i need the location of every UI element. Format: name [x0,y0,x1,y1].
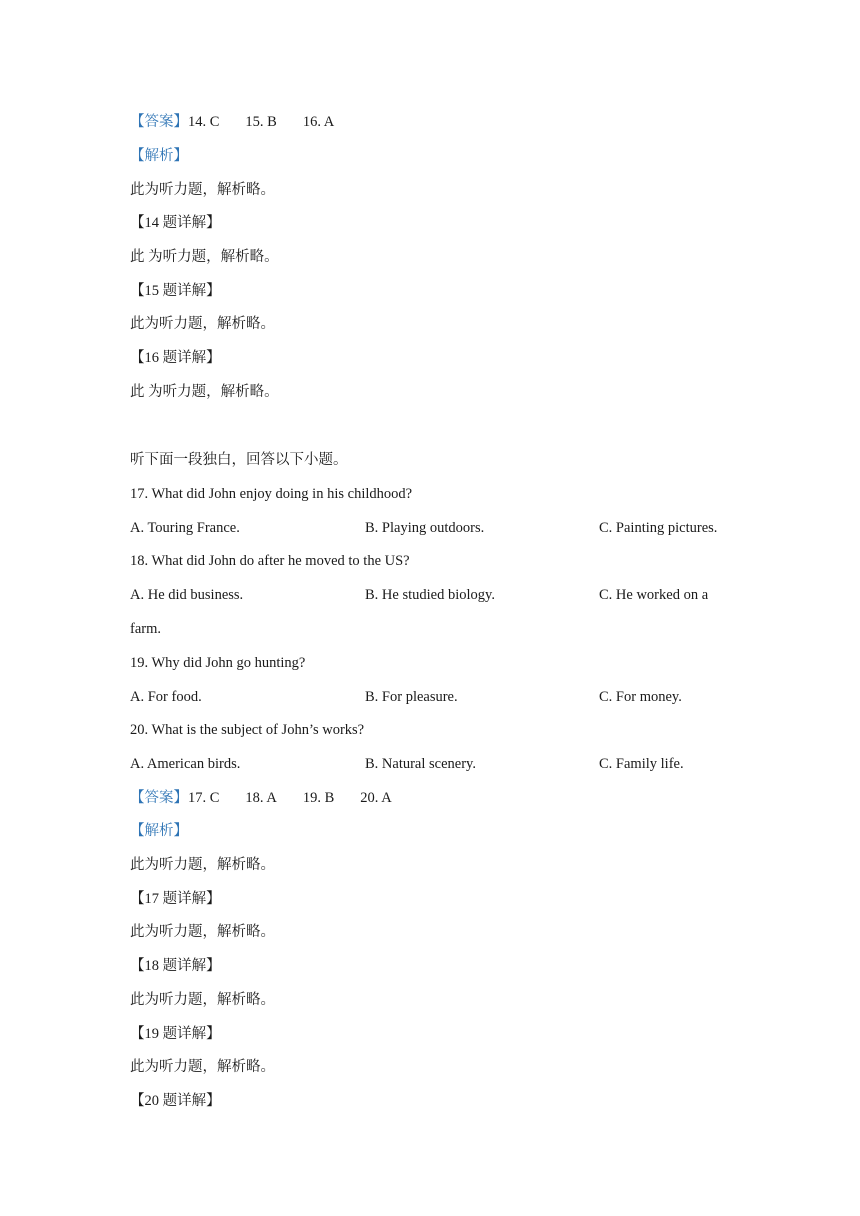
monologue-intro: 听下面一段独白，回答以下小题。 [130,452,348,468]
option-20-b: B. Natural scenery. [365,756,476,772]
question-17: 17. What did John enjoy doing in his childhood? [130,486,413,502]
option-20-c: C. Family life. [599,756,684,772]
answer-15: 15. B [245,114,277,130]
option-18-c: C. He worked on a [599,587,709,603]
answer-14: 14. C [188,114,220,130]
detail-heading-20: 【20 题详解】 [130,1093,221,1109]
option-17-c: C. Painting pictures. [599,520,718,536]
option-17-a: A. Touring France. [130,520,240,536]
answer-16: 16. A [302,114,335,130]
options-17 [130,518,750,538]
option-19-c: C. For money. [599,689,682,705]
detail-heading-18: 【18 题详解】 [130,958,221,974]
options-20 [130,754,750,774]
detail-text-19: 此为听力题，解析略。 [130,1059,275,1075]
option-19-a: A. For food. [130,689,202,705]
detail-text-14: 此 为听力题，解析略。 [130,249,279,265]
answer-20: 20. A [360,790,392,806]
answer-19: 19. B [302,790,335,806]
analysis-text: 此为听力题，解析略。 [130,857,275,873]
answer-tag: 【答案】 [130,790,188,806]
detail-heading-17: 【17 题详解】 [130,891,221,907]
answer-17: 17. C [188,790,220,806]
detail-heading-15: 【15 题详解】 [130,283,221,299]
detail-text-16: 此 为听力题，解析略。 [130,384,279,400]
analysis-tag: 【解析】 [130,148,188,164]
options-18 [130,585,750,605]
detail-text-18: 此为听力题，解析略。 [130,992,275,1008]
options-19 [130,687,750,707]
question-19: 19. Why did John go hunting? [130,655,306,671]
option-19-b: B. For pleasure. [365,689,458,705]
question-20: 20. What is the subject of John’s works? [130,722,365,738]
detail-heading-19: 【19 题详解】 [130,1026,221,1042]
detail-text-17: 此为听力题，解析略。 [130,924,275,940]
analysis-tag: 【解析】 [130,823,188,839]
option-18-b: B. He studied biology. [365,587,495,603]
detail-heading-16: 【16 题详解】 [130,350,221,366]
answer-line-14-16 [130,112,334,132]
option-18-a: A. He did business. [130,587,244,603]
option-17-b: B. Playing outdoors. [365,520,485,536]
question-18: 18. What did John do after he moved to the US? [130,553,410,569]
option-18-c-continuation: farm. [130,621,161,637]
detail-text-15: 此为听力题，解析略。 [130,316,275,332]
answer-18: 18. A [245,790,277,806]
answer-line-17-20 [130,788,392,808]
option-20-a: A. American birds. [130,756,241,772]
analysis-text: 此为听力题，解析略。 [130,182,275,198]
answer-tag: 【答案】 [130,114,188,130]
detail-heading-14: 【14 题详解】 [130,215,221,231]
